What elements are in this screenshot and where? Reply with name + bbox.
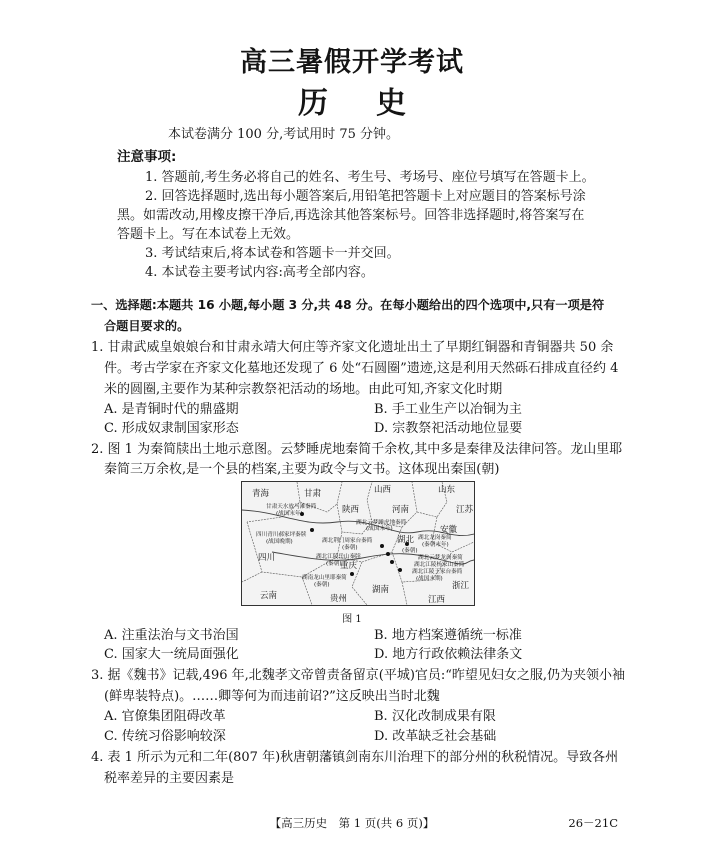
site-label: (战国晚期) bbox=[266, 539, 293, 545]
site-label: (秦朝) bbox=[342, 545, 358, 551]
page-number: 【高三历史 第 1 页(共 6 页)】 bbox=[269, 816, 435, 830]
province-label: 河南 bbox=[392, 505, 410, 515]
section-heading: 一、选择题:本题共 16 小题,每小题 3 分,共 48 分。在每小题给出的四个选项中,只有一项是符 bbox=[91, 298, 605, 312]
site-label: (秦朝) bbox=[326, 561, 342, 567]
province-label: 山西 bbox=[374, 485, 392, 495]
site-label: (战国末年) bbox=[276, 511, 303, 517]
province-label: 江苏 bbox=[456, 505, 474, 515]
question-1-option-b[interactable]: B. 手工业生产以冶铜为主 bbox=[374, 402, 522, 417]
notice-line: 2. 回答选择题时,选出每小题答案后,用铅笔把答题卡上对应题目的答案标号涂 bbox=[145, 189, 586, 204]
question-3-option-c[interactable]: C. 传统习俗影响较深 bbox=[104, 729, 226, 744]
question-3-text: 3. 据《魏书》记载,496 年,北魏孝文帝曾责备留京(平城)官员:“昨望见妇女之服,仍为夹领小袖 bbox=[91, 668, 626, 683]
section-heading-cont: 合题目要求的。 bbox=[104, 319, 190, 333]
question-1-option-d[interactable]: D. 宗教祭祀活动地位显要 bbox=[374, 421, 523, 436]
site-label: (秦朝) bbox=[402, 548, 418, 554]
site-label: 四川青川郝家坪秦牍 bbox=[256, 532, 307, 538]
site-label: 湖北江陵王家台秦简 bbox=[412, 569, 463, 575]
province-label: 江西 bbox=[428, 595, 446, 605]
province-label: 湖南 bbox=[372, 585, 390, 595]
question-4-text: 税率差异的主要因素是 bbox=[104, 771, 235, 786]
question-1-text: 件。考古学家在齐家文化墓地还发现了 6 处“石圆圈”遗迹,这是利用天然砾石排成直径约 4 bbox=[104, 361, 619, 376]
question-2-option-b[interactable]: B. 地方档案遵循统一标准 bbox=[374, 628, 522, 643]
subject-char-1: 历 bbox=[298, 86, 328, 121]
notice-line: 1. 答题前,考生务必将自己的姓名、考生号、考场号、座位号填写在答题卡上。 bbox=[145, 170, 595, 185]
question-3-option-d[interactable]: D. 改革缺乏社会基础 bbox=[374, 729, 497, 744]
subject-char-2: 史 bbox=[376, 86, 406, 121]
question-1-option-c[interactable]: C. 形成奴隶制国家形态 bbox=[104, 421, 239, 436]
figure-caption: 图 1 bbox=[342, 614, 362, 625]
site-label: 湖北江陵杨家山秦简 bbox=[414, 562, 465, 568]
question-2-option-a[interactable]: A. 注重法治与文书治国 bbox=[104, 628, 239, 643]
site-label: 湖北云梦睡虎地秦简 bbox=[356, 520, 407, 526]
province-label: 山东 bbox=[438, 485, 456, 495]
notice-heading: 注意事项: bbox=[117, 149, 177, 165]
site-label: 湖北龙岗秦简 bbox=[418, 535, 452, 541]
exam-code: 26－21C bbox=[568, 816, 618, 830]
exam-info: 本试卷满分 100 分,考试用时 75 分钟。 bbox=[168, 127, 400, 142]
question-2-option-d[interactable]: D. 地方行政依赖法律条文 bbox=[374, 647, 523, 662]
province-label: 湖北 bbox=[397, 535, 415, 545]
question-3-option-a[interactable]: A. 官僚集团阻碍改革 bbox=[104, 709, 226, 724]
province-label: 陕西 bbox=[342, 505, 360, 515]
exam-title: 高三暑假开学考试 bbox=[240, 47, 464, 78]
province-label: 四川 bbox=[258, 553, 276, 563]
notice-line: 3. 考试结束后,将本试卷和答题卡一并交回。 bbox=[145, 246, 400, 261]
province-label: 安徽 bbox=[440, 525, 458, 535]
site-label: 湖南龙山里耶秦简 bbox=[302, 575, 347, 581]
province-label: 浙江 bbox=[452, 581, 470, 591]
question-2-option-c[interactable]: C. 国家大一统局面强化 bbox=[104, 647, 239, 662]
site-label: (秦朝) bbox=[314, 582, 330, 588]
notice-line: 答题卡上。写在本试卷上无效。 bbox=[117, 227, 300, 242]
figure-1-map bbox=[241, 481, 475, 606]
site-label: 湖北江陵岳山秦牍 bbox=[316, 554, 361, 560]
site-label: (秦朝末年) bbox=[422, 542, 449, 548]
site-label: 甘肃天水放马滩秦简 bbox=[266, 504, 317, 510]
site-label: (战国末年) bbox=[366, 526, 393, 532]
province-label: 贵州 bbox=[330, 594, 348, 604]
province-label: 云南 bbox=[260, 591, 278, 601]
site-label: (战国末期) bbox=[416, 576, 443, 582]
question-3-text: (鲜卑装特点)。……卿等何为而违前诏?”这反映出当时北魏 bbox=[104, 689, 440, 704]
question-1-text: 米的圆圈,主要作为某种宗教祭祀活动的场地。由此可知,齐家文化时期 bbox=[104, 382, 503, 397]
question-3-option-b[interactable]: B. 汉化改制成果有限 bbox=[374, 709, 496, 724]
notice-line: 4. 本试卷主要考试内容:高考全部内容。 bbox=[145, 265, 374, 280]
notice-line: 黑。如需改动,用橡皮擦干净后,再选涂其他答案标号。回答非选择题时,将答案写在 bbox=[117, 208, 585, 223]
question-1-option-a[interactable]: A. 是青铜时代的鼎盛期 bbox=[104, 402, 239, 417]
site-label: 湖北云梦龙岗秦简 bbox=[418, 555, 463, 561]
subject-title bbox=[0, 78, 704, 122]
question-4-text: 4. 表 1 所示为元和二年(807 年)秋唐朝藩镇剑南东川治理下的部分州的秋税情况。导致各州 bbox=[91, 750, 619, 765]
province-label: 重庆 bbox=[340, 561, 358, 571]
question-1-text: 1. 甘肃武威皇娘娘台和甘肃永靖大何庄等齐家文化遗址出土了早期红铜器和青铜器共 50 余 bbox=[91, 340, 614, 355]
province-label: 甘肃 bbox=[304, 489, 322, 499]
site-label: 湖北荆门周家台秦简 bbox=[322, 538, 373, 544]
province-label: 青海 bbox=[252, 489, 270, 499]
question-2-text: 2. 图 1 为秦简牍出土地示意图。云梦睡虎地秦简千余枚,其中多是秦律及法律问答。龙山里耶 bbox=[91, 442, 623, 457]
question-2-text: 秦简三万余枚,是一个县的档案,主要为政令与文书。这体现出秦国(朝) bbox=[104, 462, 500, 477]
